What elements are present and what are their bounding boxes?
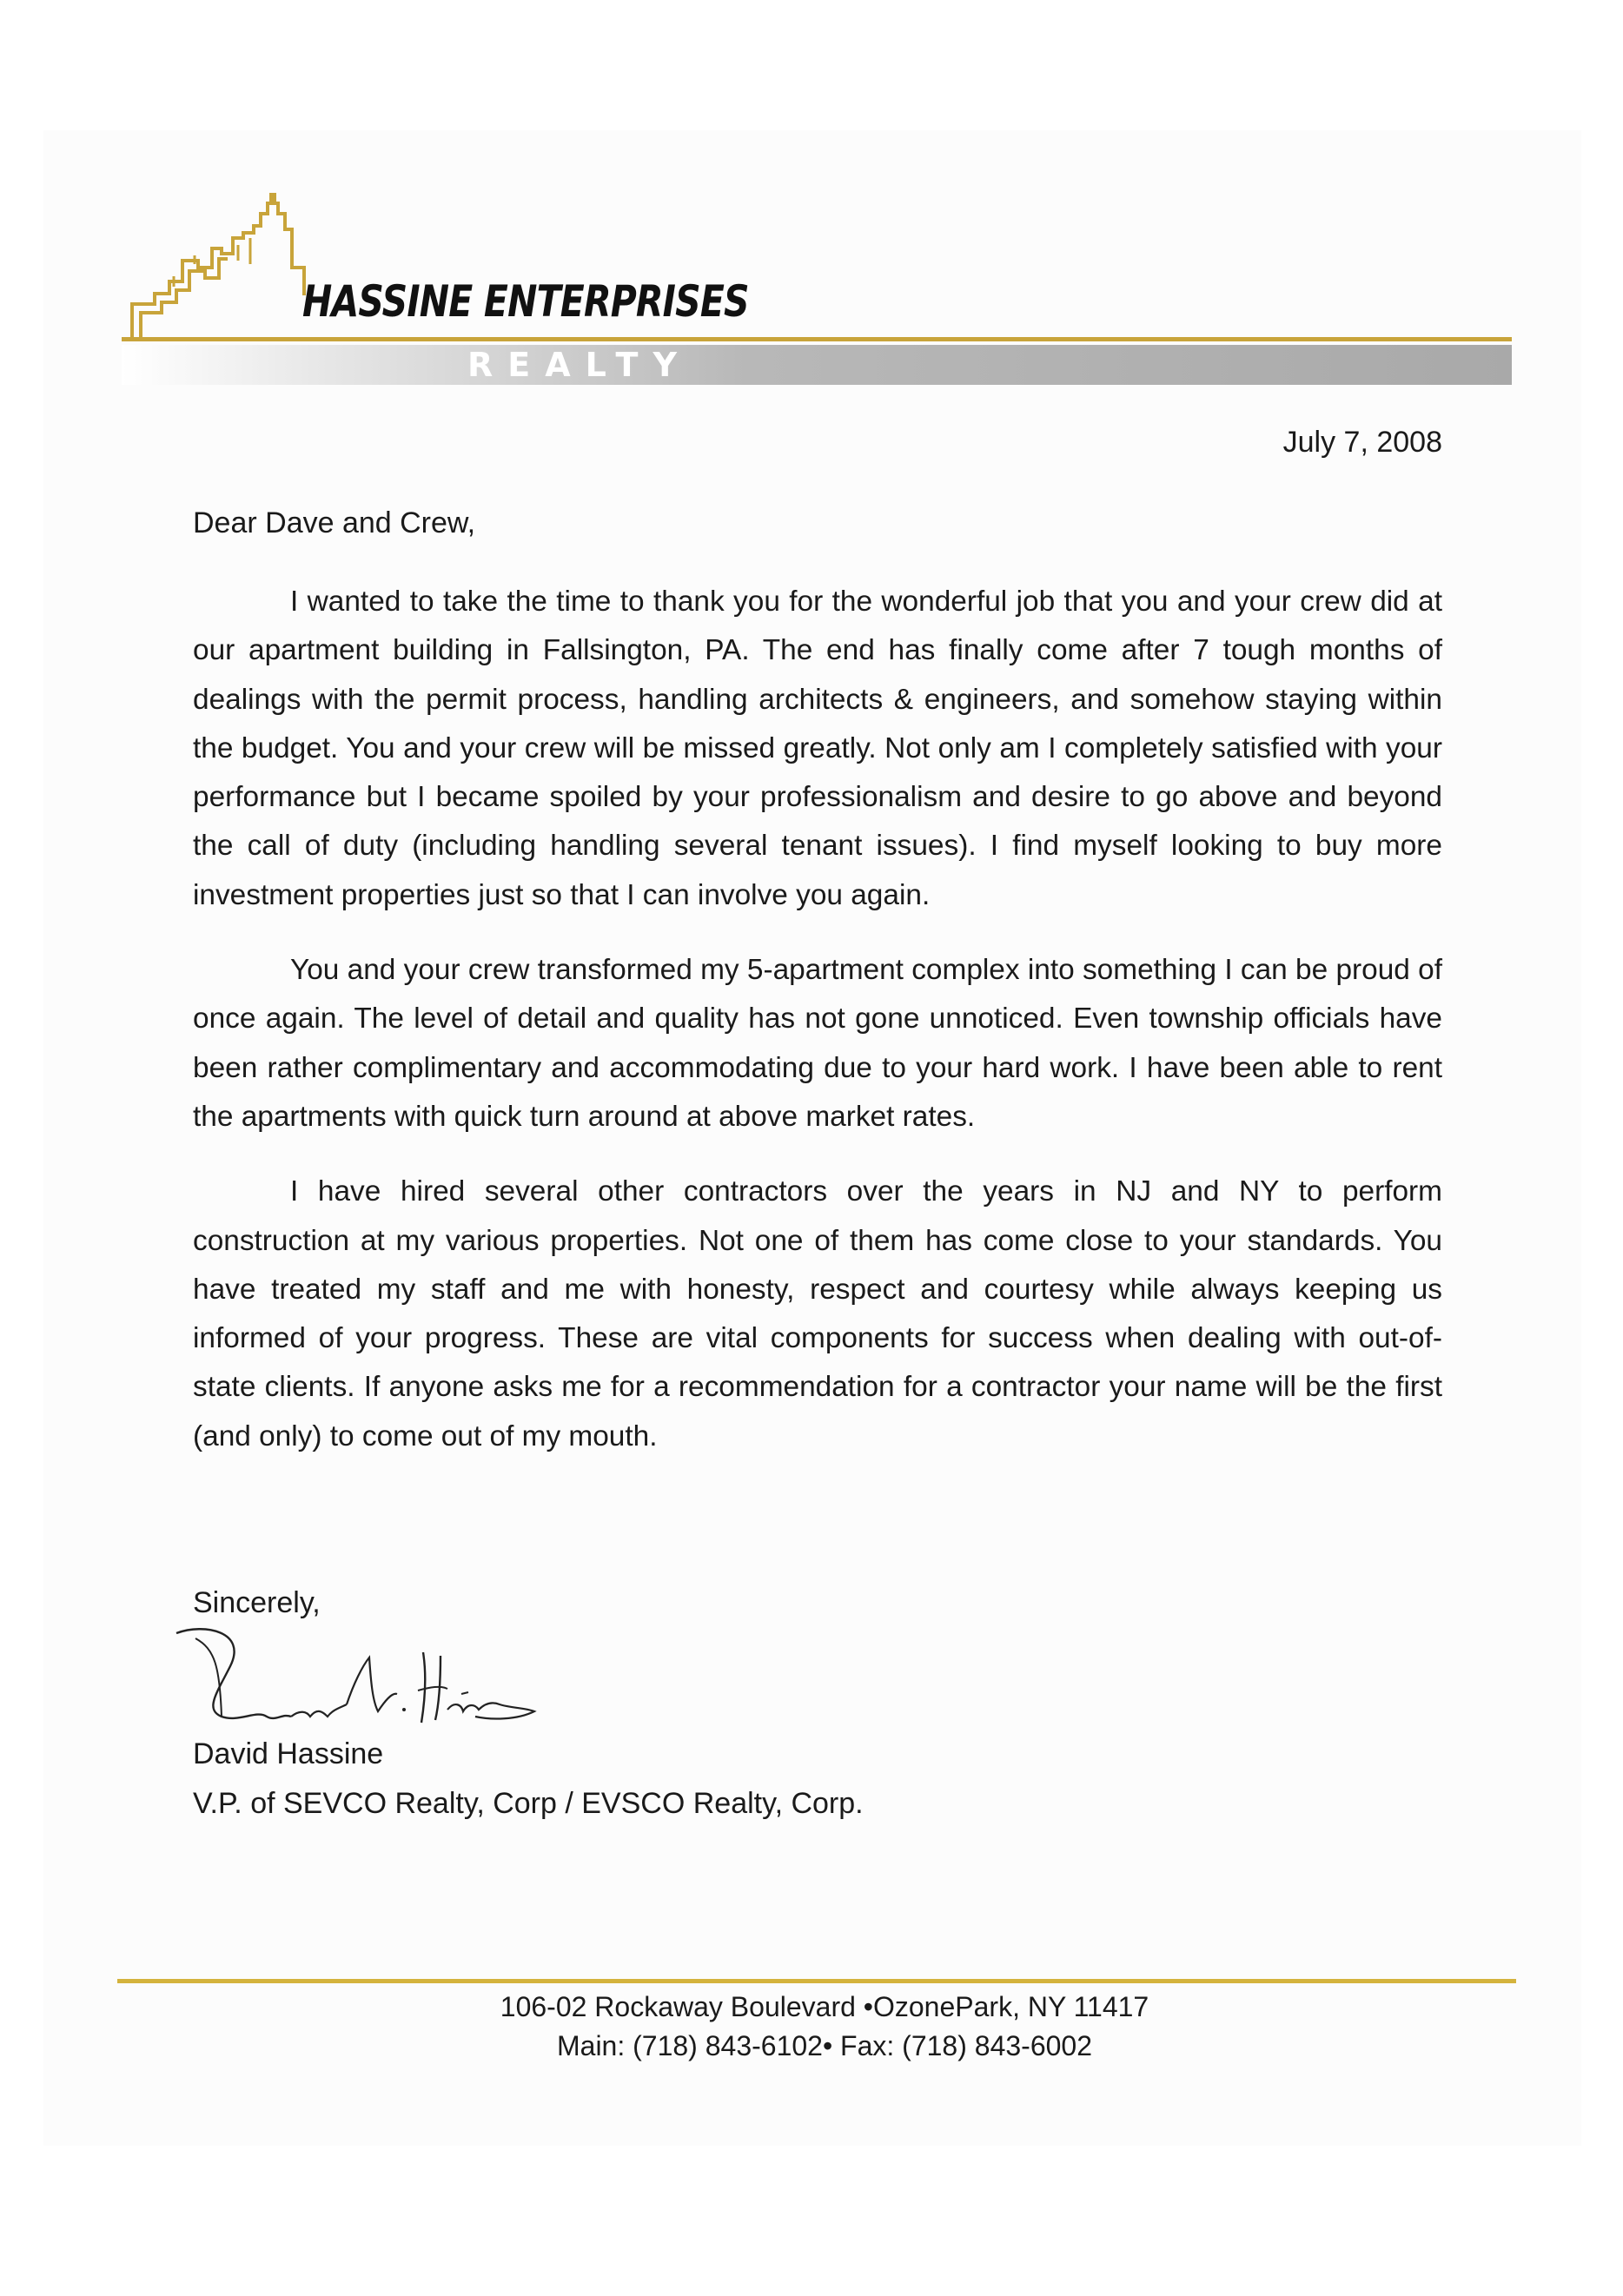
salutation: Dear Dave and Crew, xyxy=(193,506,476,539)
footer-gold-rule xyxy=(117,1979,1516,1983)
footer-address: 106-02 Rockaway Boulevard •OzonePark, NY 11417 xyxy=(500,1991,1149,2022)
closing: Sincerely, xyxy=(193,1586,321,1619)
company-name: HASSINE ENTERPRISES xyxy=(302,276,749,327)
body-paragraph: You and your crew transformed my 5-apartment complex into something I can be proud of once again. The level of detail and quality has not gone unnoticed. Even township officials have been rather complimentary and accommodating due to your hard work. I have been able to rent the apartments with quick turn around at above market rates. xyxy=(193,954,1442,1133)
company-subtitle: REALTY xyxy=(467,346,692,384)
body-paragraph: I have hired several other contractors over the years in NJ and NY to perform construction at my various properties. Not one of them has come close to your standards. You have treated my staff and me with honesty, respect and courtesy while always keeping us informed of your progress. These are vital components for success when dealing with out-of-state clients. If anyone asks me for a recommendation for a contractor your name will be the first (and only) to come out of my mouth. xyxy=(193,1175,1442,1452)
signer-name: David Hassine xyxy=(193,1737,384,1770)
signer-title: V.P. of SEVCO Realty, Corp / EVSCO Realty, Corp. xyxy=(193,1787,864,1820)
letterhead xyxy=(122,191,1512,391)
body-paragraph: I wanted to take the time to thank you for the wonderful job that you and your crew did at our apartment building in Fallsington, PA. The end has finally come after 7 tough months of dealings with the permit process, handling architects & engineers, and somehow staying within the budget. You and your crew will be missed greatly. Not only am I completely satisfied with your performance but I became spoiled by your professionalism and desire to go above and beyond the call of duty (including handling several tenant issues). I find myself looking to buy more investment properties just so that I can involve you again. xyxy=(193,586,1442,911)
handwritten-signature xyxy=(169,1614,569,1744)
footer-phones: Main: (718) 843-6102• Fax: (718) 843-6002 xyxy=(556,2030,1092,2061)
letterhead-gray-band xyxy=(122,345,1512,385)
letterhead-gold-rule xyxy=(122,337,1512,341)
letter-body xyxy=(193,578,1442,1487)
letter-date: July 7, 2008 xyxy=(1282,426,1442,459)
